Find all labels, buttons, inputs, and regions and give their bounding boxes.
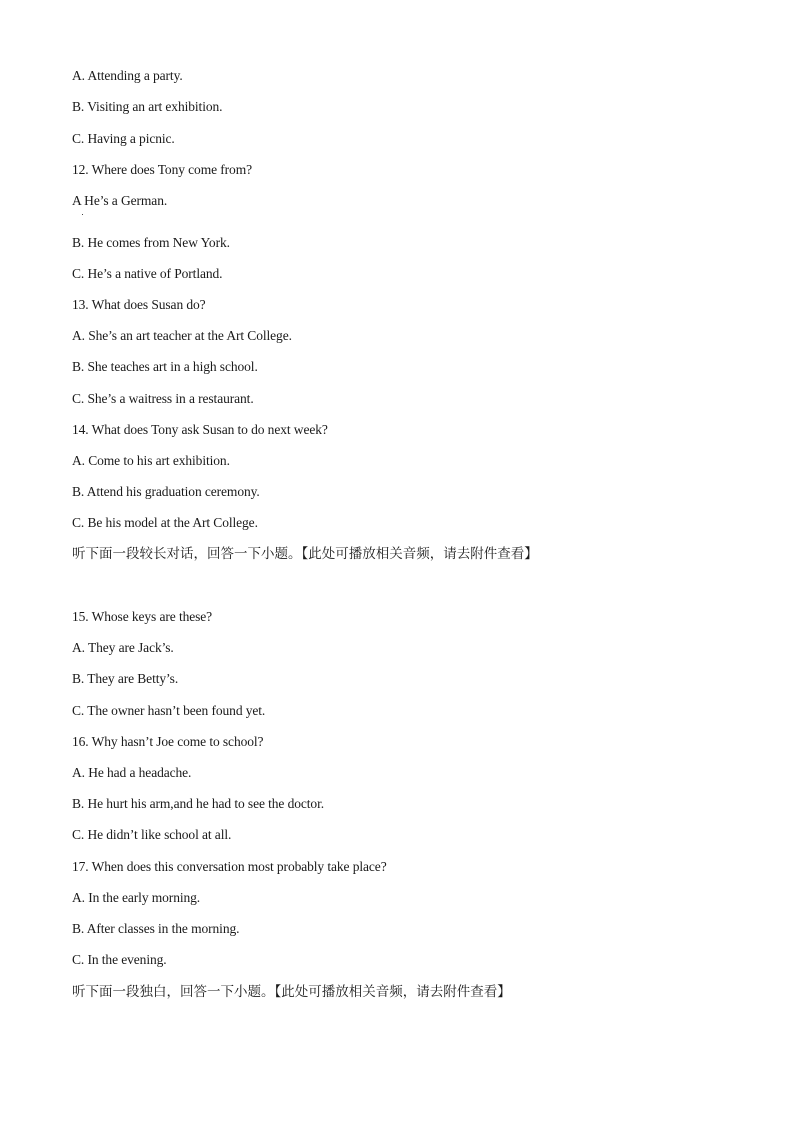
option-a-q15: A. They are Jack’s. [72, 640, 174, 655]
stray-dot-mark [82, 214, 83, 215]
option-b-q15: B. They are Betty’s. [72, 671, 179, 686]
question-13: 13. What does Susan do? [72, 297, 206, 312]
option-b-q12: B. He comes from New York. [72, 235, 230, 250]
question-14: 14. What does Tony ask Susan to do next week? [72, 422, 328, 437]
option-a-q17: A. In the early morning. [72, 890, 201, 905]
option-a-q14: A. Come to his art exhibition. [72, 453, 230, 468]
option-c-q14: C. Be his model at the Art College. [72, 515, 258, 530]
option-c-q17: C. In the evening. [72, 952, 167, 967]
option-b-q14: B. Attend his graduation ceremony. [72, 484, 260, 499]
question-15: 15. Whose keys are these? [72, 609, 213, 624]
option-b-q13: B. She teaches art in a high school. [72, 359, 258, 374]
option-b-q17: B. After classes in the morning. [72, 921, 240, 936]
section-instruction-dialogue: 听下面一段较长对话，回答一下小题。【此处可播放相关音频，请去附件查看】 [72, 546, 538, 562]
question-17: 17. When does this conversation most probably take place? [72, 859, 387, 874]
option-c-q16: C. He didn’t like school at all. [72, 827, 232, 842]
section-instruction-monologue: 听下面一段独白，回答一下小题。【此处可播放相关音频，请去附件查看】 [72, 984, 511, 1000]
option-c-q12: C. He’s a native of Portland. [72, 266, 223, 281]
option-a-q13: A. She’s an art teacher at the Art College. [72, 328, 292, 343]
option-c-q11: C. Having a picnic. [72, 131, 175, 146]
option-b-q11: B. Visiting an art exhibition. [72, 99, 223, 114]
option-c-q13: C. She’s a waitress in a restaurant. [72, 391, 254, 406]
question-16: 16. Why hasn’t Joe come to school? [72, 734, 264, 749]
option-b-q16: B. He hurt his arm,and he had to see the doctor. [72, 796, 325, 811]
option-a-q12: A He’s a German. [72, 193, 168, 208]
option-a-q11: A. Attending a party. [72, 68, 183, 83]
option-a-q16: A. He had a headache. [72, 765, 192, 780]
option-c-q15: C. The owner hasn’t been found yet. [72, 703, 266, 718]
question-12: 12. Where does Tony come from? [72, 162, 253, 177]
